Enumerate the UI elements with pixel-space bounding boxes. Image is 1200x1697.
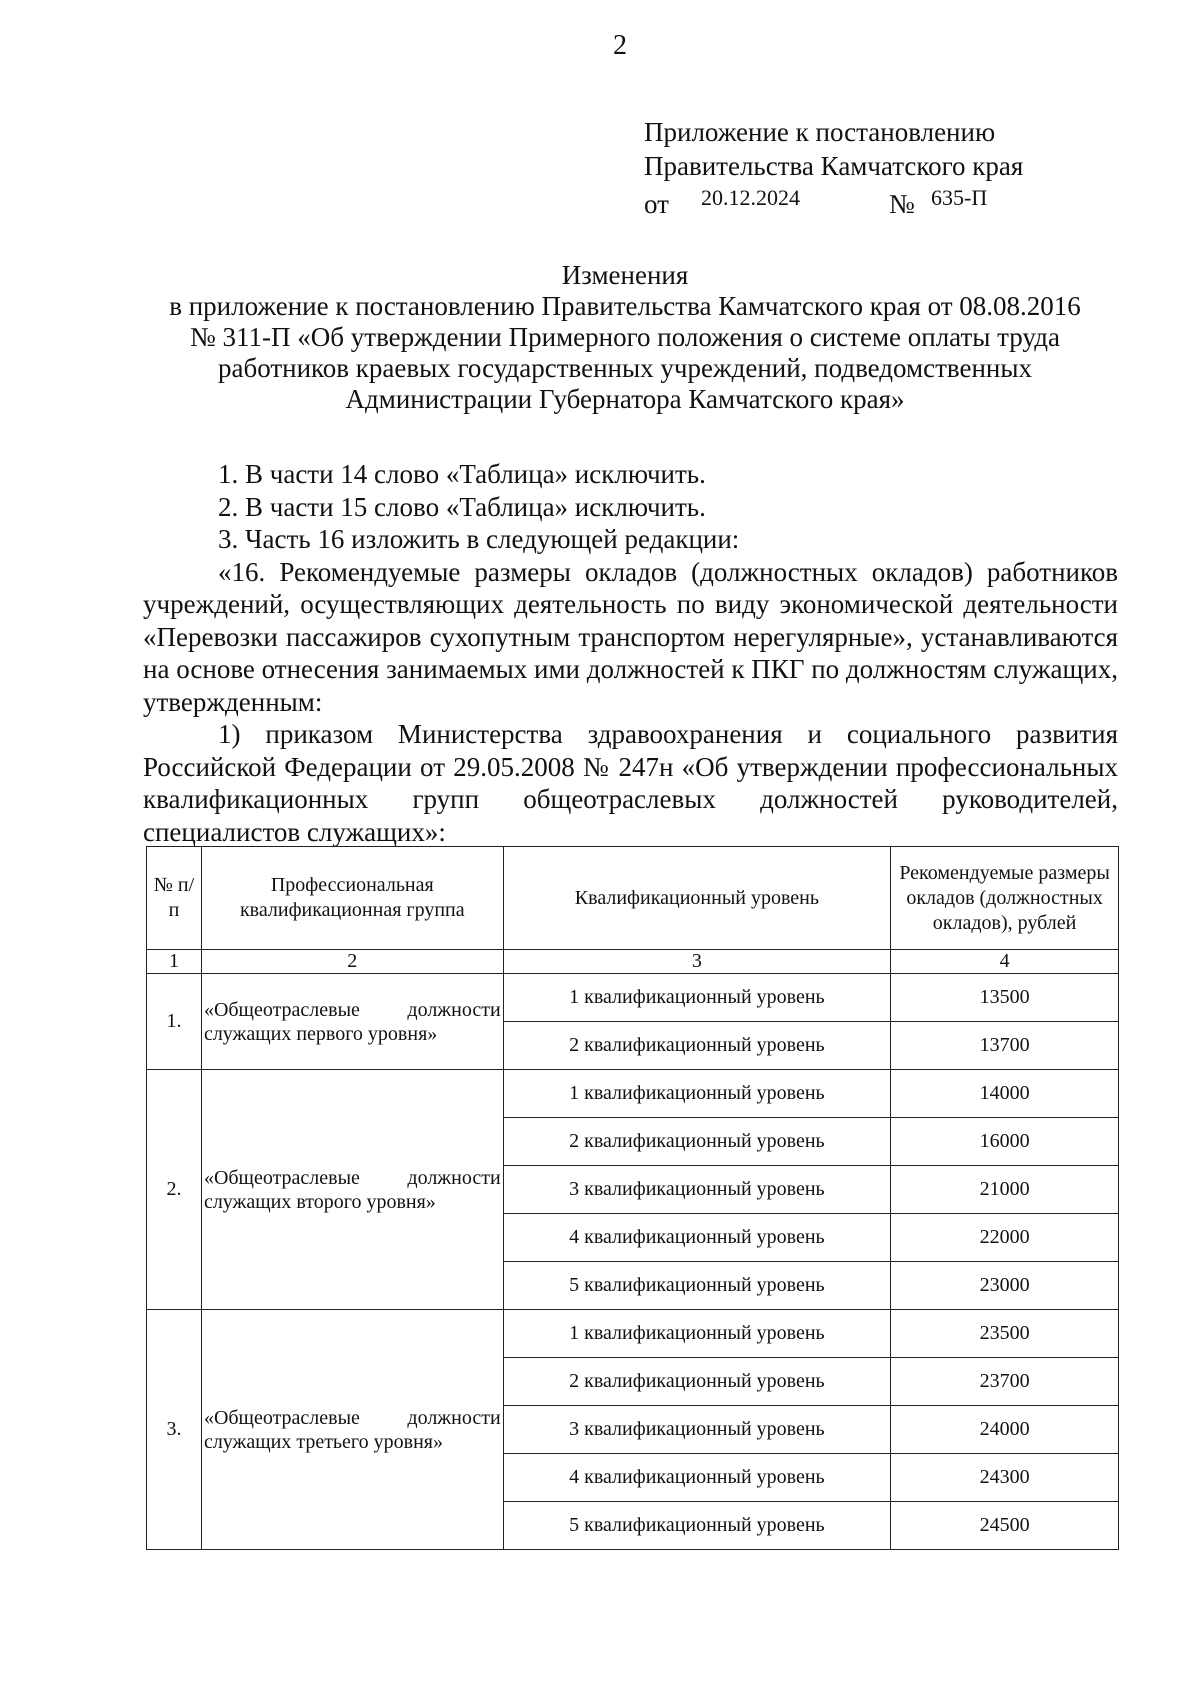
approval-date-line [644, 183, 1023, 217]
paragraph-4: «16. Рекомендуемые размеры окладов (должностных окладов) работников учреждений, осуществляющих деятельность по виду экономической деятельности «Перевозки пассажиров сухопутным транспортом нерегулярные», устанавливаются на основе отнесения занимаемых ими должностей к ПКГ по должностям служащих, утвержденным: [143, 556, 1118, 717]
group-name-line-1: «Общеотраслевые должности [203, 998, 501, 1021]
approval-line-2: Правительства Камчатского края [644, 151, 1024, 181]
salary-value: 23000 [891, 1262, 1119, 1310]
salary-value: 21000 [891, 1166, 1119, 1214]
paragraph-5: 1) приказом Министерства здравоохранения и социального развития Российской Федерации от 29.05.2008 № 247н «Об утверждении профессиональных квалификационных групп общеотраслевых должностей руководителей, специалистов служащих»: [143, 719, 1118, 847]
body-text [143, 458, 1118, 848]
title-line-4: работников краевых государственных учреждений, подведомственных [217, 353, 1033, 383]
salary-value: 23500 [891, 1310, 1119, 1358]
index-cell: 4 [891, 950, 1119, 974]
salary-value: 22000 [891, 1214, 1119, 1262]
approval-line-1: Приложение к постановлению [644, 117, 996, 147]
qualification-level: 2 квалификационный уровень [503, 1022, 891, 1070]
group-number: 2. [147, 1070, 202, 1310]
table-row [147, 1070, 1119, 1118]
group-name-line-1: «Общеотраслевые должности [203, 1406, 501, 1429]
number-sign: № [889, 189, 915, 219]
group-name [201, 974, 503, 1070]
title-line-5: Администрации Губернатора Камчатского края» [345, 384, 905, 414]
salary-value: 13500 [891, 974, 1119, 1022]
approval-block [644, 115, 1023, 217]
index-cell: 3 [503, 950, 891, 974]
title-line-1: Изменения [561, 260, 689, 290]
resolution-date: 20.12.2024 [701, 185, 800, 210]
qualification-level: 1 квалификационный уровень [503, 1310, 891, 1358]
title-line-3: № 311-П «Об утверждении Примерного положения о системе оплаты труда [190, 322, 1060, 352]
qualification-level: 1 квалификационный уровень [503, 1070, 891, 1118]
group-name-line-2: служащих первого уровня» [203, 1022, 438, 1045]
qualification-level: 5 квалификационный уровень [503, 1502, 891, 1550]
salary-table [146, 846, 1119, 1550]
group-name-line-2: служащих второго уровня» [203, 1190, 436, 1213]
salary-value: 13700 [891, 1022, 1119, 1070]
group-name-line-1: «Общеотраслевые должности [203, 1166, 501, 1189]
salary-value: 14000 [891, 1070, 1119, 1118]
salary-value: 24000 [891, 1406, 1119, 1454]
table-header-row [147, 847, 1119, 950]
document-title [130, 260, 1120, 415]
qualification-level: 4 квалификационный уровень [503, 1454, 891, 1502]
table-row [147, 974, 1119, 1022]
resolution-number: 635-П [931, 185, 988, 210]
salary-value: 24500 [891, 1502, 1119, 1550]
group-number: 3. [147, 1310, 202, 1550]
salary-value: 24300 [891, 1454, 1119, 1502]
header-group: Профессиональная квалификационная группа [201, 847, 503, 950]
index-cell: 2 [201, 950, 503, 974]
salary-value: 16000 [891, 1118, 1119, 1166]
table-index-row [147, 950, 1119, 974]
qualification-level: 1 квалификационный уровень [503, 974, 891, 1022]
table-row [147, 1310, 1119, 1358]
header-salary: Рекомендуемые размеры окладов (должностных окладов), рублей [891, 847, 1119, 950]
qualification-level: 3 квалификационный уровень [503, 1166, 891, 1214]
qualification-level: 3 квалификационный уровень [503, 1406, 891, 1454]
from-label: от [644, 189, 669, 219]
paragraph-2: 2. В части 15 слово «Таблица» исключить. [218, 491, 706, 522]
header-num: № п/п [147, 847, 202, 950]
group-number: 1. [147, 974, 202, 1070]
salary-value: 23700 [891, 1358, 1119, 1406]
group-name [201, 1310, 503, 1550]
paragraph-3: 3. Часть 16 изложить в следующей редакции: [218, 524, 740, 554]
paragraph-1: 1. В части 14 слово «Таблица» исключить. [218, 459, 706, 489]
page-number: 2 [613, 30, 627, 61]
qualification-level: 4 квалификационный уровень [503, 1214, 891, 1262]
qualification-level: 2 квалификационный уровень [503, 1118, 891, 1166]
group-name [201, 1070, 503, 1310]
qualification-level: 2 квалификационный уровень [503, 1358, 891, 1406]
group-name-line-2: служащих третьего уровня» [203, 1430, 443, 1453]
title-line-2: в приложение к постановлению Правительства Камчатского края от 08.08.2016 [169, 291, 1081, 321]
index-cell: 1 [147, 950, 202, 974]
header-level: Квалификационный уровень [503, 847, 891, 950]
qualification-level: 5 квалификационный уровень [503, 1262, 891, 1310]
